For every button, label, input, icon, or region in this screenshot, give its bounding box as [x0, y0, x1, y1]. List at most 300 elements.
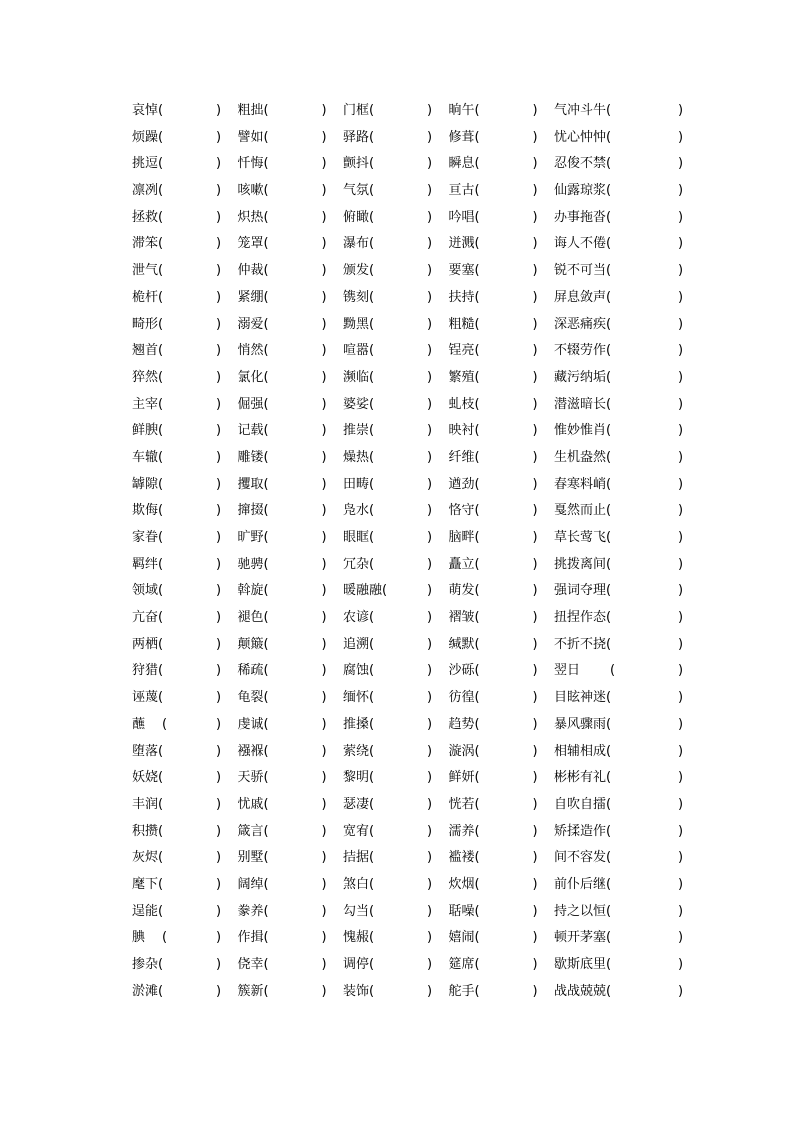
- answer-paren-open: (: [263, 263, 269, 279]
- vocab-row: [132, 472, 684, 499]
- vocab-word: 忍俊不禁: [554, 156, 607, 172]
- vocab-word: 颁发: [343, 263, 370, 279]
- vocab-word: 冗杂: [343, 556, 370, 572]
- vocab-row: [132, 178, 684, 205]
- vocab-word: 屏息敛声: [554, 289, 607, 305]
- answer-paren-close: ): [321, 530, 327, 545]
- answer-paren-open: (: [158, 476, 164, 492]
- answer-paren-close: ): [678, 316, 684, 332]
- answer-paren-open: (: [263, 289, 269, 305]
- answer-paren-open: (: [606, 983, 612, 999]
- answer-paren-open: (: [606, 503, 612, 519]
- vocab-word: 藏污纳垢: [554, 369, 607, 385]
- vocab-word: 嬉闹: [448, 930, 475, 946]
- vocab-word: 雕镂: [237, 449, 264, 465]
- answer-paren-open: (: [474, 316, 480, 332]
- answer-paren-close: ): [321, 289, 327, 305]
- answer-paren-close: ): [216, 183, 222, 199]
- vocab-item: [554, 925, 684, 952]
- answer-paren-close: ): [321, 129, 327, 145]
- vocab-word: 矫揉造作: [554, 823, 607, 839]
- answer-paren-close: ): [321, 610, 327, 626]
- vocab-word: 门框: [343, 103, 370, 118]
- answer-paren-open: (: [369, 289, 375, 305]
- answer-paren-open: (: [369, 396, 375, 412]
- vocab-word: 推崇: [343, 423, 370, 439]
- answer-paren-open: (: [162, 716, 168, 732]
- answer-paren-open: (: [369, 369, 375, 385]
- vocab-word: 丰润: [132, 796, 159, 812]
- answer-paren-open: (: [606, 930, 612, 946]
- vocab-word: 腐蚀: [343, 663, 370, 679]
- answer-paren-open: (: [606, 903, 612, 919]
- answer-paren-open: (: [474, 796, 480, 812]
- answer-paren-open: (: [158, 156, 164, 172]
- vocab-item: [554, 658, 684, 685]
- vocab-word: 婆娑: [343, 396, 370, 412]
- answer-paren-close: ): [532, 476, 538, 492]
- vocab-word: 麾下: [132, 876, 159, 892]
- vocab-item: [238, 685, 344, 712]
- vocab-word: 趋势: [448, 716, 475, 732]
- vocab-word: 镌刻: [343, 289, 370, 305]
- vocab-word: 喧嚣: [343, 343, 370, 359]
- vocab-item: [238, 525, 344, 552]
- vocab-word: 稀疏: [237, 663, 264, 679]
- answer-paren-close: ): [216, 129, 222, 145]
- answer-paren-open: (: [606, 636, 612, 652]
- answer-paren-close: ): [321, 690, 327, 706]
- vocab-item: [343, 578, 449, 605]
- vocab-word: 办事拖沓: [554, 209, 607, 225]
- vocab-word: 挑逗: [132, 156, 159, 172]
- answer-paren-close: ): [216, 636, 222, 652]
- answer-paren-close: ): [321, 716, 327, 732]
- vocab-word: 攫取: [237, 476, 264, 492]
- vocab-word: 歇斯底里: [554, 957, 607, 972]
- answer-paren-close: ): [427, 103, 433, 118]
- vocab-item: [554, 632, 684, 659]
- answer-paren-close: ): [216, 316, 222, 332]
- vocab-word: 繁殖: [448, 369, 475, 385]
- vocab-row: [132, 739, 684, 766]
- vocab-word: 煞白: [343, 876, 370, 892]
- vocab-item: [132, 525, 238, 552]
- vocab-word: 亘古: [448, 183, 475, 199]
- answer-paren-open: (: [369, 530, 375, 545]
- vocab-item: [554, 392, 684, 419]
- answer-paren-close: ): [427, 823, 433, 839]
- answer-paren-open: (: [158, 263, 164, 279]
- answer-paren-close: ): [427, 636, 433, 652]
- vocab-item: [449, 552, 555, 579]
- answer-paren-close: ): [678, 636, 684, 652]
- vocab-item: [343, 658, 449, 685]
- vocab-item: [449, 178, 555, 205]
- vocab-word: 主宰: [132, 396, 159, 412]
- answer-paren-open: (: [606, 209, 612, 225]
- vocab-row: [132, 552, 684, 579]
- answer-paren-close: ): [532, 530, 538, 545]
- answer-paren-open: (: [474, 530, 480, 545]
- answer-paren-open: (: [263, 823, 269, 839]
- answer-paren-close: ): [427, 556, 433, 572]
- vocab-item: [449, 578, 555, 605]
- vocab-item: [132, 578, 238, 605]
- vocab-item: [449, 925, 555, 952]
- answer-paren-close: ): [678, 263, 684, 279]
- answer-paren-close: ): [216, 449, 222, 465]
- vocab-item: [238, 98, 344, 125]
- vocab-word: 暴风骤雨: [554, 716, 607, 732]
- vocab-word: 戛然而止: [554, 503, 607, 519]
- answer-paren-open: (: [263, 449, 269, 465]
- vocab-item: [238, 819, 344, 846]
- vocab-item: [238, 952, 344, 979]
- vocab-item: [238, 632, 344, 659]
- vocab-item: [238, 418, 344, 445]
- vocab-item: [238, 979, 344, 1006]
- answer-paren-open: (: [158, 690, 164, 706]
- answer-paren-open: (: [263, 876, 269, 892]
- vocab-item: [132, 632, 238, 659]
- answer-paren-open: (: [158, 316, 164, 332]
- vocab-word: 持之以恒: [554, 903, 607, 919]
- vocab-item: [132, 151, 238, 178]
- vocab-item: [449, 498, 555, 525]
- answer-paren-open: (: [606, 556, 612, 572]
- answer-paren-close: ): [321, 449, 327, 465]
- vocab-word: 罅隙: [132, 476, 159, 492]
- vocab-item: [132, 205, 238, 232]
- vocab-item: [343, 552, 449, 579]
- answer-paren-open: (: [158, 449, 164, 465]
- vocab-item: [449, 312, 555, 339]
- answer-paren-close: ): [321, 343, 327, 359]
- vocab-item: [343, 231, 449, 258]
- answer-paren-open: (: [263, 236, 269, 252]
- answer-paren-close: ): [321, 983, 327, 999]
- answer-paren-close: ): [532, 449, 538, 465]
- vocab-item: [132, 739, 238, 766]
- answer-paren-open: (: [606, 236, 612, 252]
- vocab-item: [449, 285, 555, 312]
- vocab-item: [238, 845, 344, 872]
- vocab-item: [554, 312, 684, 339]
- vocab-item: [449, 872, 555, 899]
- answer-paren-close: ): [216, 530, 222, 545]
- answer-paren-open: (: [474, 983, 480, 999]
- answer-paren-open: (: [369, 983, 375, 999]
- vocab-word: 锃亮: [448, 343, 475, 359]
- answer-paren-close: ): [216, 343, 222, 359]
- answer-paren-open: (: [606, 583, 612, 599]
- answer-paren-open: (: [606, 396, 612, 412]
- vocab-word: 田畴: [343, 476, 370, 492]
- vocab-row: [132, 872, 684, 899]
- answer-paren-open: (: [474, 716, 480, 732]
- vocab-word: 恍若: [448, 796, 475, 812]
- answer-paren-open: (: [263, 583, 269, 599]
- answer-paren-open: (: [158, 796, 164, 812]
- answer-paren-close: ): [532, 983, 538, 999]
- answer-paren-close: ): [678, 423, 684, 439]
- answer-paren-open: (: [474, 129, 480, 145]
- vocab-word: 凫水: [343, 503, 370, 519]
- answer-paren-close: ): [427, 983, 433, 999]
- answer-paren-open: (: [474, 770, 480, 786]
- vocab-word: 濡养: [448, 823, 475, 839]
- answer-paren-close: ): [321, 796, 327, 812]
- answer-paren-open: (: [474, 876, 480, 892]
- answer-paren-close: ): [678, 476, 684, 492]
- vocab-item: [238, 765, 344, 792]
- vocab-word: 瞬息: [448, 156, 475, 172]
- vocab-word: 相辅相成: [554, 743, 607, 759]
- vocab-item: [554, 498, 684, 525]
- vocab-word: 颠簸: [237, 636, 264, 652]
- answer-paren-open: (: [263, 316, 269, 332]
- answer-paren-close: ): [678, 610, 684, 626]
- vocab-item: [554, 231, 684, 258]
- answer-paren-close: ): [678, 209, 684, 225]
- answer-paren-close: ): [321, 396, 327, 412]
- answer-paren-open: (: [158, 610, 164, 626]
- answer-paren-close: ): [678, 983, 684, 999]
- answer-paren-close: ): [678, 369, 684, 385]
- answer-paren-open: (: [263, 103, 269, 118]
- answer-paren-open: (: [474, 236, 480, 252]
- answer-paren-open: (: [606, 743, 612, 759]
- vocab-word: 黝黑: [343, 316, 370, 332]
- answer-paren-close: ): [678, 930, 684, 946]
- answer-paren-open: (: [606, 476, 612, 492]
- vocab-item: [238, 872, 344, 899]
- answer-paren-open: (: [474, 396, 480, 412]
- vocab-item: [343, 712, 449, 739]
- vocab-word: 褶皱: [448, 610, 475, 626]
- answer-paren-open: (: [158, 663, 164, 679]
- vocab-item: [132, 312, 238, 339]
- answer-paren-close: ): [216, 236, 222, 252]
- vocab-word: 战战兢兢: [554, 983, 607, 999]
- vocab-word: 目眩神迷: [554, 690, 607, 706]
- vocab-word: 拯救: [132, 209, 159, 225]
- answer-paren-close: ): [678, 343, 684, 359]
- vocab-item: [554, 338, 684, 365]
- vocab-row: [132, 605, 684, 632]
- vocab-row: [132, 765, 684, 792]
- answer-paren-close: ): [321, 930, 327, 946]
- vocab-item: [132, 445, 238, 472]
- vocab-item: [132, 258, 238, 285]
- answer-paren-close: ): [321, 850, 327, 866]
- vocab-item: [343, 632, 449, 659]
- vocab-item: [343, 739, 449, 766]
- vocab-word: 追溯: [343, 636, 370, 652]
- vocab-word: 车辙: [132, 449, 159, 465]
- vocab-word: 泄气: [132, 263, 159, 279]
- answer-paren-close: ): [678, 503, 684, 519]
- vocab-row: [132, 205, 684, 232]
- answer-paren-open: (: [263, 796, 269, 812]
- vocab-row: [132, 632, 684, 659]
- vocab-word: 侥幸: [237, 957, 264, 972]
- vocab-row: [132, 231, 684, 258]
- vocab-item: [449, 445, 555, 472]
- vocab-word: 领域: [132, 583, 159, 599]
- vocab-word: 咳嗽: [237, 183, 264, 199]
- vocab-word: 驰骋: [237, 556, 264, 572]
- answer-paren-open: (: [158, 636, 164, 652]
- answer-paren-close: ): [532, 663, 538, 679]
- vocab-word: 草长莺飞: [554, 530, 607, 545]
- vocab-item: [449, 338, 555, 365]
- vocab-item: [449, 125, 555, 152]
- vocab-row: [132, 312, 684, 339]
- vocab-word: 映衬: [448, 423, 475, 439]
- vocab-item: [343, 525, 449, 552]
- vocab-word: 缅怀: [343, 690, 370, 706]
- answer-paren-open: (: [263, 396, 269, 412]
- answer-paren-open: (: [369, 930, 375, 946]
- answer-paren-open: (: [606, 129, 612, 145]
- vocab-word: 萌发: [448, 583, 475, 599]
- vocab-word: 燥热: [343, 449, 370, 465]
- vocab-item: [132, 472, 238, 499]
- vocab-row: [132, 819, 684, 846]
- vocab-item: [343, 392, 449, 419]
- vocab-item: [449, 952, 555, 979]
- answer-paren-close: ): [427, 476, 433, 492]
- vocab-item: [343, 472, 449, 499]
- answer-paren-open: (: [369, 556, 375, 572]
- vocab-word: 装饰: [343, 983, 370, 999]
- answer-paren-close: ): [532, 770, 538, 786]
- answer-paren-open: (: [158, 530, 164, 545]
- vocab-word: 作揖: [237, 930, 264, 946]
- answer-paren-open: (: [158, 583, 164, 599]
- answer-paren-open: (: [369, 876, 375, 892]
- answer-paren-close: ): [321, 556, 327, 572]
- vocab-item: [554, 472, 684, 499]
- vocab-word: 恪守: [448, 503, 475, 519]
- answer-paren-close: ): [216, 690, 222, 706]
- vocab-item: [449, 979, 555, 1006]
- vocab-row: [132, 498, 684, 525]
- answer-paren-open: (: [474, 690, 480, 706]
- answer-paren-open: (: [263, 556, 269, 572]
- vocab-word: 忧戚: [237, 796, 264, 812]
- vocab-word: 桅杆: [132, 289, 159, 305]
- vocab-item: [554, 525, 684, 552]
- answer-paren-close: ): [532, 129, 538, 145]
- vocab-word: 萦绕: [343, 743, 370, 759]
- answer-paren-close: ): [321, 476, 327, 492]
- vocab-word: 脑畔: [448, 530, 475, 545]
- vocab-word: 氯化: [237, 369, 264, 385]
- vocab-word: 沙砾: [448, 663, 475, 679]
- vocab-word: 腆: [132, 930, 146, 946]
- vocab-word: 暖融融: [343, 583, 383, 599]
- answer-paren-open: (: [369, 716, 375, 732]
- vocab-word: 调停: [343, 957, 370, 972]
- answer-paren-open: (: [606, 316, 612, 332]
- answer-paren-close: ): [216, 263, 222, 279]
- answer-paren-close: ): [678, 449, 684, 465]
- vocab-word: 褪色: [237, 610, 264, 626]
- answer-paren-close: ): [678, 743, 684, 759]
- answer-paren-close: ): [427, 610, 433, 626]
- vocab-row: [132, 845, 684, 872]
- answer-paren-close: ): [427, 289, 433, 305]
- answer-paren-open: (: [474, 449, 480, 465]
- answer-paren-open: (: [263, 476, 269, 492]
- answer-paren-close: ): [678, 396, 684, 412]
- answer-paren-open: (: [158, 903, 164, 919]
- answer-paren-open: (: [158, 770, 164, 786]
- answer-paren-open: (: [263, 343, 269, 359]
- answer-paren-close: ): [216, 716, 222, 732]
- vocab-word: 褴褛: [448, 850, 475, 866]
- answer-paren-open: (: [606, 823, 612, 839]
- vocab-row: [132, 392, 684, 419]
- vocab-item: [132, 872, 238, 899]
- vocab-item: [132, 338, 238, 365]
- answer-paren-close: ): [532, 716, 538, 732]
- vocab-item: [554, 872, 684, 899]
- vocab-item: [554, 98, 684, 125]
- vocab-word: 譬如: [237, 129, 264, 145]
- answer-paren-close: ): [532, 289, 538, 305]
- answer-paren-close: ): [427, 449, 433, 465]
- answer-paren-close: ): [532, 263, 538, 279]
- answer-paren-open: (: [606, 876, 612, 892]
- vocab-item: [238, 178, 344, 205]
- vocab-word: 忏悔: [237, 156, 264, 172]
- answer-paren-close: ): [216, 796, 222, 812]
- answer-paren-open: (: [474, 369, 480, 385]
- vocab-item: [343, 899, 449, 926]
- vocab-item: [132, 792, 238, 819]
- vocab-word: 漩涡: [448, 743, 475, 759]
- answer-paren-open: (: [606, 530, 612, 545]
- vocab-item: [343, 418, 449, 445]
- vocab-word: 生机盎然: [554, 449, 607, 465]
- vocab-word: 襁褓: [237, 743, 264, 759]
- vocab-word: 瀑布: [343, 236, 370, 252]
- vocab-word: 逞能: [132, 903, 159, 919]
- answer-paren-open: (: [474, 209, 480, 225]
- vocab-item: [343, 872, 449, 899]
- answer-paren-open: (: [474, 850, 480, 866]
- vocab-item: [238, 312, 344, 339]
- vocab-item: [238, 578, 344, 605]
- vocab-row: [132, 925, 684, 952]
- vocab-word: 家眷: [132, 530, 159, 545]
- answer-paren-open: (: [382, 583, 388, 599]
- vocab-item: [132, 178, 238, 205]
- answer-paren-close: ): [321, 743, 327, 759]
- answer-paren-close: ): [216, 610, 222, 626]
- answer-paren-open: (: [369, 770, 375, 786]
- vocab-item: [554, 552, 684, 579]
- vocab-row: [132, 792, 684, 819]
- answer-paren-close: ): [321, 183, 327, 199]
- vocab-item: [132, 552, 238, 579]
- answer-paren-close: ): [216, 903, 222, 919]
- vocab-item: [449, 739, 555, 766]
